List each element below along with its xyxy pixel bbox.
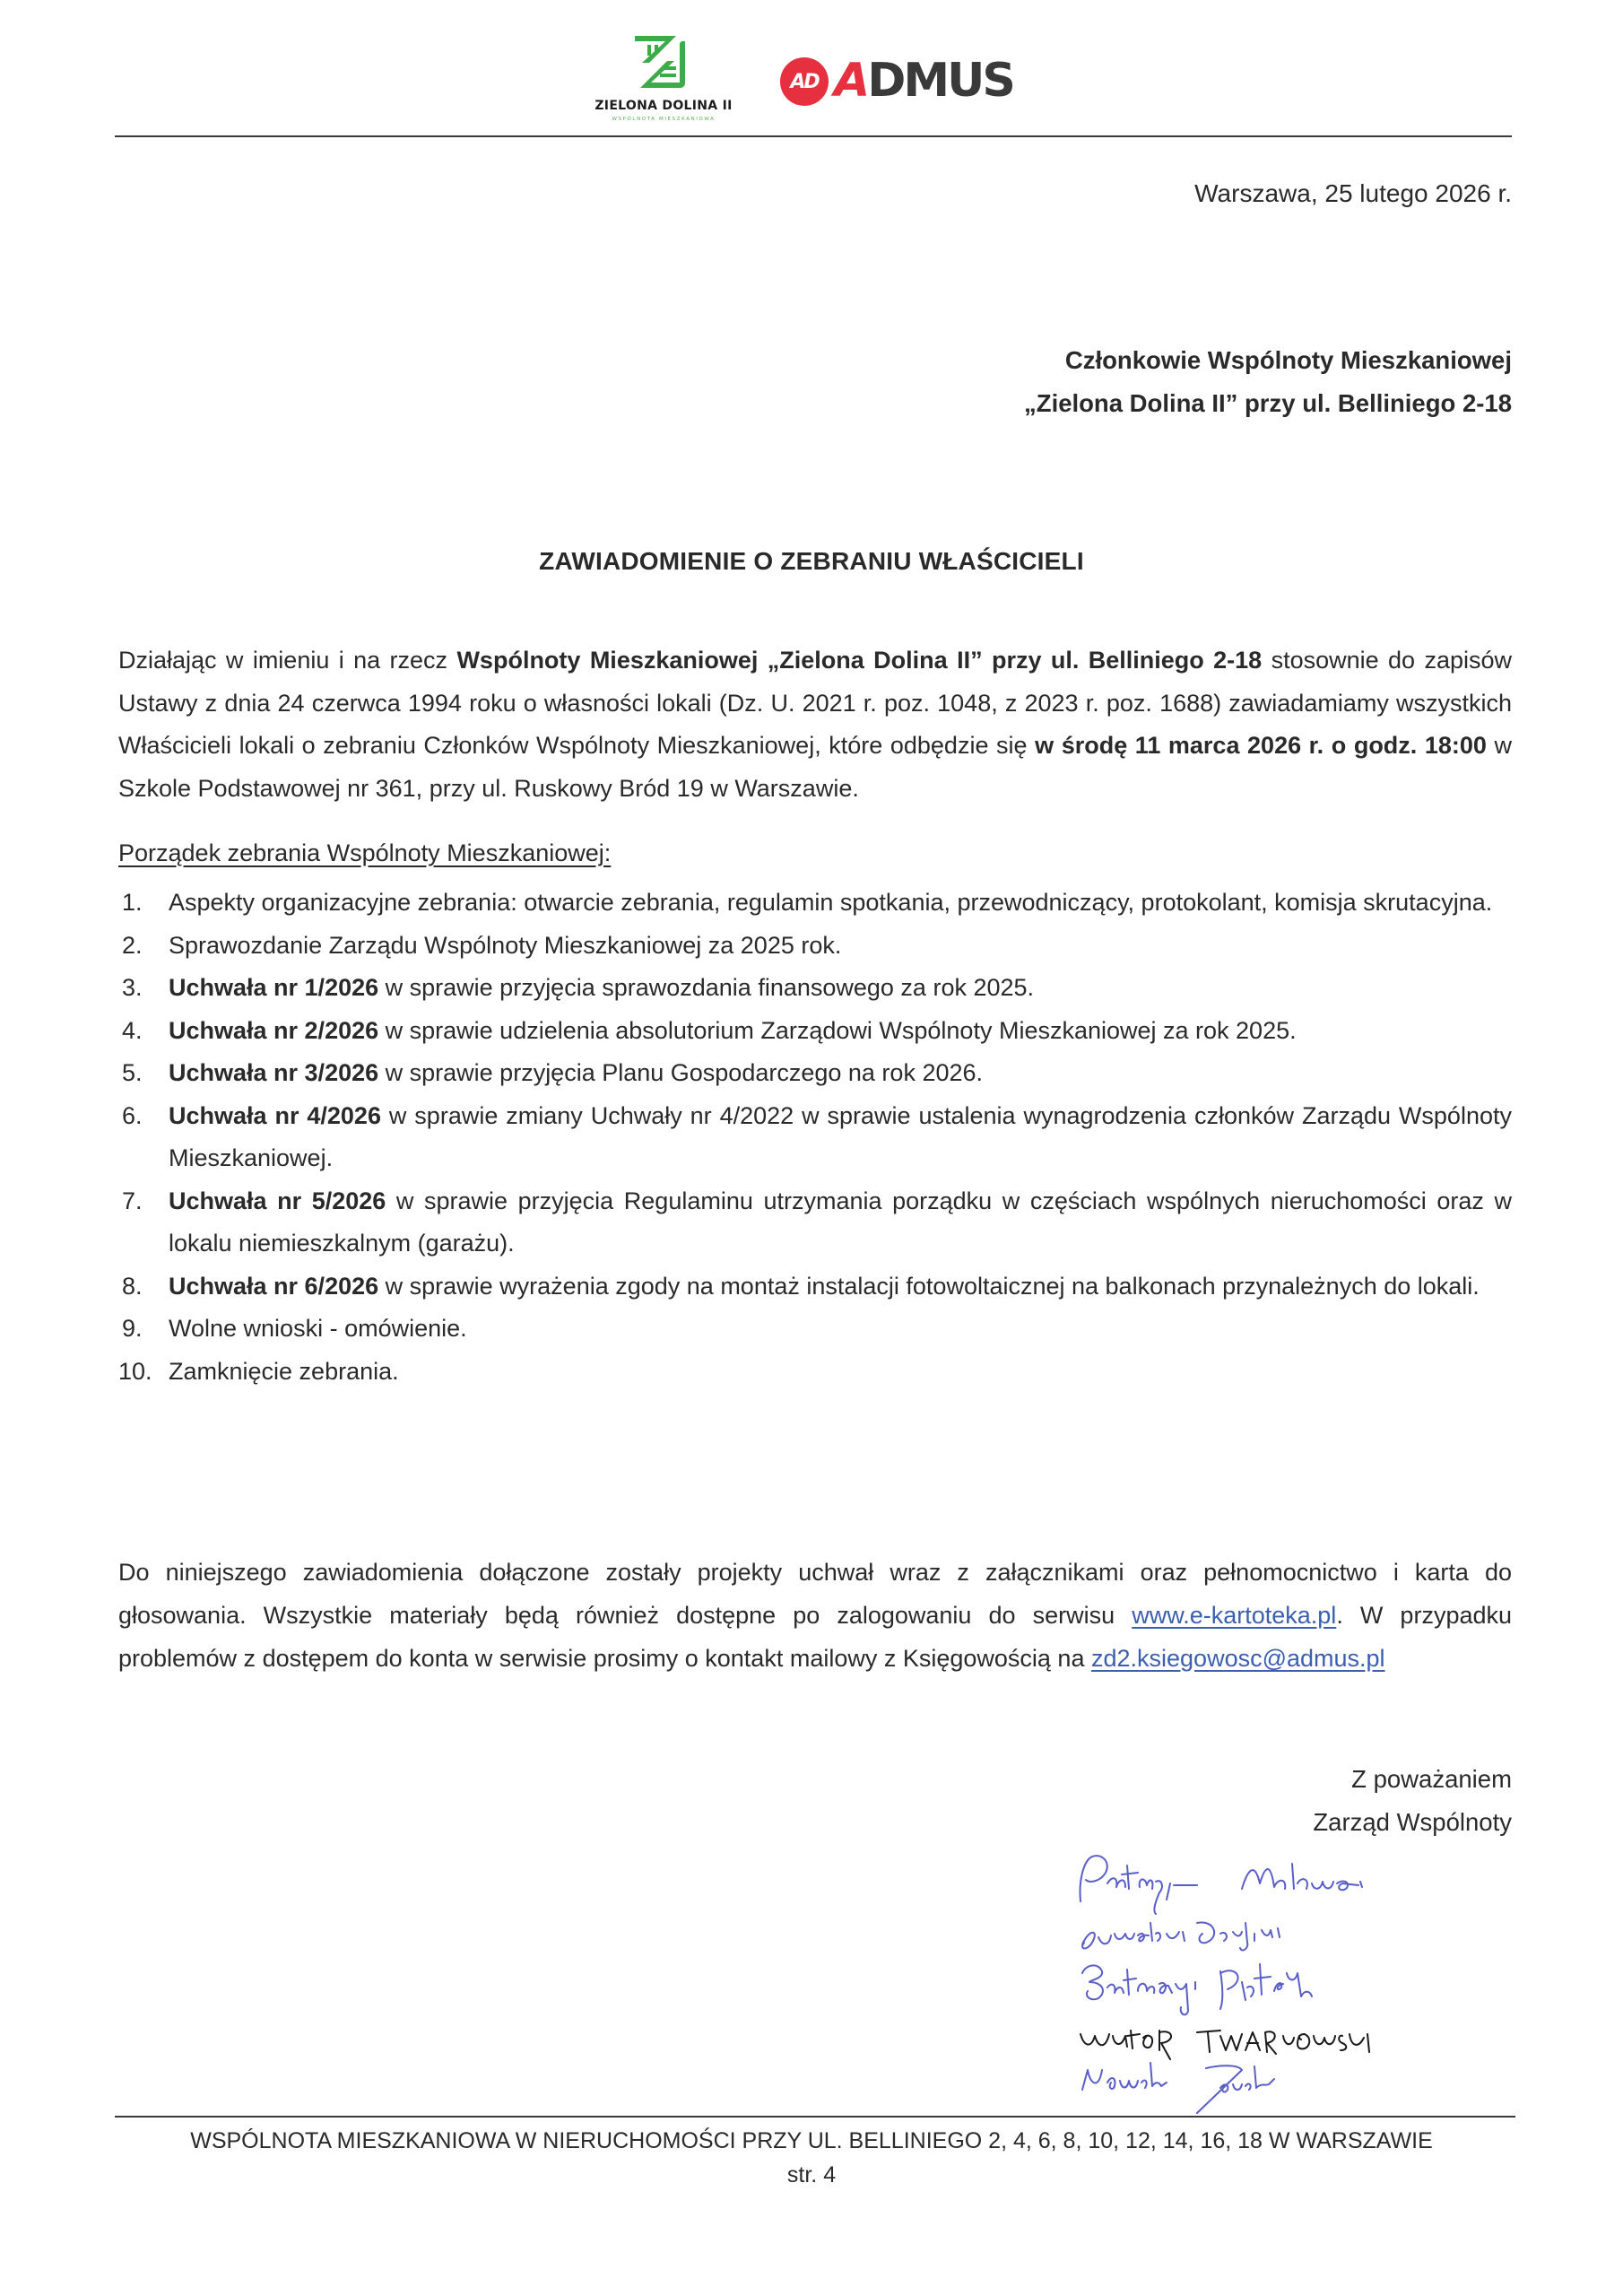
- agenda-item-text: Aspekty organizacyjne zebrania: otwarcie zebrania, regulamin spotkania, przewodniczący, protokolant, komisja skrutacyjna.: [169, 889, 1493, 916]
- agenda-item: [118, 925, 1512, 968]
- document-title: ZAWIADOMIENIE O ZEBRANIU WŁAŚCICIELI: [539, 547, 1084, 575]
- admus-wordmark-rest: DMUS: [867, 54, 1013, 108]
- agenda-item-resolution: Uchwała nr 6/2026: [169, 1272, 379, 1300]
- intro-text-2: stosownie do zapisów Ustawy z dnia 24 czerwca 1994 roku o własności lokali (Dz. U. 2021 r. poz. 1048, z 2023 r. poz. 1688) zawiadamiamy wszystkich Właścicieli lokali o zebraniu Członków Wspólnoty Mieszkaniowej, które odbędzie się: [118, 647, 1513, 759]
- agenda-item-resolution: Uchwała nr 2/2026: [169, 1016, 379, 1044]
- closing-text-1: Do niniejszego zawiadomienia dołączone zostały projekty uchwał wraz z załącznikami oraz pełnomocnictwo i karta do głosowania. Wszystkie materiały będą również dostępne po zalogowaniu do serwisu: [118, 1559, 1512, 1629]
- agenda-item-text: Sprawozdanie Zarządu Wspólnoty Mieszkaniowej za 2025 rok.: [169, 931, 842, 959]
- admus-badge-icon: AD: [780, 57, 829, 106]
- footer: [0, 2124, 1623, 2192]
- agenda-item: [118, 882, 1512, 925]
- agenda-item: [118, 1180, 1512, 1265]
- intro-paragraph: [118, 639, 1512, 810]
- agenda-item-resolution: Uchwała nr 4/2026: [169, 1101, 381, 1129]
- agenda-item-number: 7.: [122, 1187, 143, 1214]
- closing-paragraph: [118, 1551, 1512, 1680]
- recipient-line-2: „Zielona Dolina II” przy ul. Belliniego 2-18: [1024, 389, 1512, 417]
- agenda-item-number: 6.: [122, 1101, 143, 1129]
- e-kartoteka-link[interactable]: www.e-kartoteka.pl: [1132, 1602, 1337, 1629]
- accounting-email-link[interactable]: zd2.ksiegowosc@admus.pl: [1090, 1645, 1385, 1672]
- agenda-item-text: w sprawie przyjęcia Regulaminu utrzymania porządku w częściach wspólnych nieruchomości oraz w lokalu niemieszkalnym (garażu).: [169, 1187, 1512, 1257]
- agenda-item-resolution: Uchwała nr 5/2026: [169, 1187, 386, 1214]
- agenda-item-number: 5.: [122, 1059, 143, 1086]
- agenda-item: [118, 1265, 1512, 1309]
- intro-bold-datetime: w środę 11 marca 2026 r. o godz. 18:00: [1035, 732, 1487, 759]
- regards-block: [1313, 1758, 1512, 1844]
- agenda-item-text: w sprawie przyjęcia Planu Gospodarczego na rok 2026.: [378, 1059, 984, 1086]
- zielona-dolina-emblem-icon: [629, 32, 689, 91]
- footer-address: WSPÓLNOTA MIESZKANIOWA W NIERUCHOMOŚCI PRZY UL. BELLINIEGO 2, 4, 6, 8, 10, 12, 14, 16, 18 W WARSZAWIE: [190, 2128, 1433, 2153]
- agenda-item-text: w sprawie udzielenia absolutorium Zarządowi Wspólnoty Mieszkaniowej za rok 2025.: [378, 1016, 1297, 1044]
- agenda-item: [118, 1308, 1512, 1351]
- agenda-item-text: Wolne wnioski - omówienie.: [169, 1315, 467, 1342]
- recipient-block: [1024, 339, 1512, 425]
- agenda-item: [118, 1052, 1512, 1095]
- recipient-line-1: Członkowie Wspólnoty Mieszkaniowej: [1064, 346, 1512, 374]
- board-signatures: [1063, 1848, 1529, 2117]
- zielona-dolina-name: ZIELONA DOLINA II: [595, 99, 733, 113]
- agenda-item-number: 10.: [118, 1357, 152, 1385]
- agenda-list: [118, 882, 1512, 1393]
- agenda-item-number: 3.: [122, 974, 143, 1001]
- place-date: Warszawa, 25 lutego 2026 r.: [1194, 179, 1512, 207]
- agenda-item-number: 9.: [122, 1315, 143, 1342]
- page-number: str. 4: [786, 2162, 837, 2187]
- header-logos: [574, 27, 1076, 135]
- intro-bold-community: Wspólnoty Mieszkaniowej „Zielona Dolina II” przy ul. Belliniego 2-18: [456, 647, 1263, 674]
- agenda-item-text: w sprawie przyjęcia sprawozdania finansowego za rok 2025.: [378, 974, 1035, 1001]
- admus-wordmark: [834, 52, 1013, 109]
- agenda-item-text: w sprawie wyrażenia zgody na montaż instalacji fotowoltaicznej na balkonach przynależnych do lokali.: [378, 1272, 1480, 1300]
- footer-divider: [115, 2116, 1515, 2118]
- header-divider: [115, 135, 1512, 137]
- agenda-item-text: w sprawie zmiany Uchwały nr 4/2022 w sprawie ustalenia wynagrodzenia członków Zarządu Wspólnoty Mieszkaniowej.: [169, 1101, 1512, 1171]
- agenda-heading: Porządek zebrania Wspólnoty Mieszkaniowej:: [118, 839, 612, 866]
- handwritten-signatures-icon: [1063, 1848, 1529, 2117]
- intro-text-3: w Szkole Podstawowej nr 361, przy ul. Ruskowy Bród 19 w Warszawie.: [118, 732, 1513, 802]
- agenda-item-number: 1.: [122, 889, 143, 916]
- agenda-item: [118, 1010, 1512, 1053]
- intro-text-1: Działając w imieniu i na rzecz: [118, 647, 457, 674]
- zielona-dolina-logo: [574, 27, 753, 130]
- admus-wordmark-accent: A: [834, 54, 868, 108]
- regards-line-1: Z poważaniem: [1351, 1765, 1512, 1793]
- agenda-item: [118, 1095, 1512, 1180]
- agenda-item-number: 8.: [122, 1272, 143, 1300]
- agenda-item-resolution: Uchwała nr 1/2026: [169, 974, 379, 1001]
- agenda-item-resolution: Uchwała nr 3/2026: [169, 1059, 379, 1086]
- agenda-item-number: 2.: [122, 931, 143, 959]
- agenda-item: [118, 1351, 1512, 1394]
- agenda-item-text: Zamknięcie zebrania.: [169, 1357, 399, 1385]
- regards-line-2: Zarząd Wspólnoty: [1313, 1808, 1512, 1836]
- agenda-item-number: 4.: [122, 1016, 143, 1044]
- zielona-dolina-subtitle: WSPÓLNOTA MIESZKANIOWA: [612, 117, 716, 122]
- closing-text-2: . W przypadku problemów z dostępem do konta w serwisie prosimy o kontakt mailowy z Księgowością na: [118, 1602, 1513, 1672]
- admus-logo: [780, 52, 1058, 109]
- agenda-item: [118, 967, 1512, 1010]
